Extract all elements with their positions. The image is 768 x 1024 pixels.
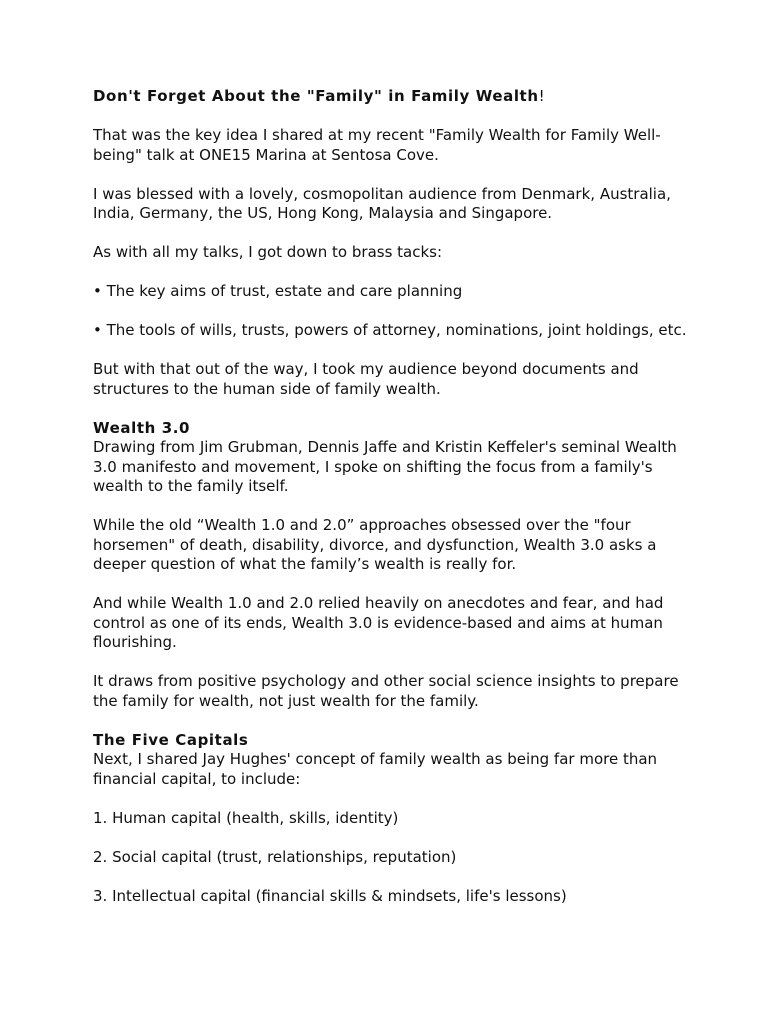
capital-list-item-1: 1. Human capital (health, skills, identity) [93, 808, 399, 827]
wealth-3-paragraph-3: And while Wealth 1.0 and 2.0 relied heavily on anecdotes and fear, and had control as one of its ends, Wealth 3.0 is evidence-based and aims at human flourishing. [93, 594, 664, 651]
capital-list-item-3: 3. Intellectual capital (financial skills & mindsets, life's lessons) [93, 886, 567, 905]
wealth-3-paragraph-2: While the old “Wealth 1.0 and 2.0” approaches obsessed over the "four horsemen" of death, disability, divorce, and dysfunction, Wealth 3.0 asks a deeper question of what the family’s wealth is really for. [93, 516, 657, 573]
intro-paragraph-4: But with that out of the way, I took my audience beyond documents and structures to the human side of family wealth. [93, 360, 639, 398]
document-title [93, 87, 693, 107]
five-capitals-paragraph-1: Next, I shared Jay Hughes' concept of family wealth as being far more than financial capital, to include: [93, 750, 658, 788]
document-title-suffix: ! [538, 87, 545, 105]
section-heading-five-capitals: The Five Capitals [93, 730, 249, 749]
bullet-item-2: • The tools of wills, trusts, powers of attorney, nominations, joint holdings, etc. [93, 321, 687, 339]
document-body [93, 87, 693, 926]
intro-paragraph-1: That was the key idea I shared at my recent "Family Wealth for Family Well-being" talk at ONE15 Marina at Sentosa Cove. [93, 126, 661, 164]
bullet-item-1: • The key aims of trust, estate and care planning [93, 282, 463, 300]
intro-paragraph-2: I was blessed with a lovely, cosmopolitan audience from Denmark, Australia, India, Germany, the US, Hong Kong, Malaysia and Singapore. [93, 184, 671, 222]
capital-list-item-2: 2. Social capital (trust, relationships, reputation) [93, 847, 457, 866]
wealth-3-paragraph-1: Drawing from Jim Grubman, Dennis Jaffe and Kristin Keffeler's seminal Wealth 3.0 manifesto and movement, I spoke on shifting the focus from a family's wealth to the family itself. [93, 438, 677, 495]
intro-paragraph-3: As with all my talks, I got down to brass tacks: [93, 243, 443, 261]
section-heading-wealth-3: Wealth 3.0 [93, 418, 191, 437]
wealth-3-paragraph-4: It draws from positive psychology and other social science insights to prepare the family for wealth, not just wealth for the family. [93, 672, 679, 710]
document-title-text: Don't Forget About the "Family" in Family Wealth [93, 87, 539, 105]
